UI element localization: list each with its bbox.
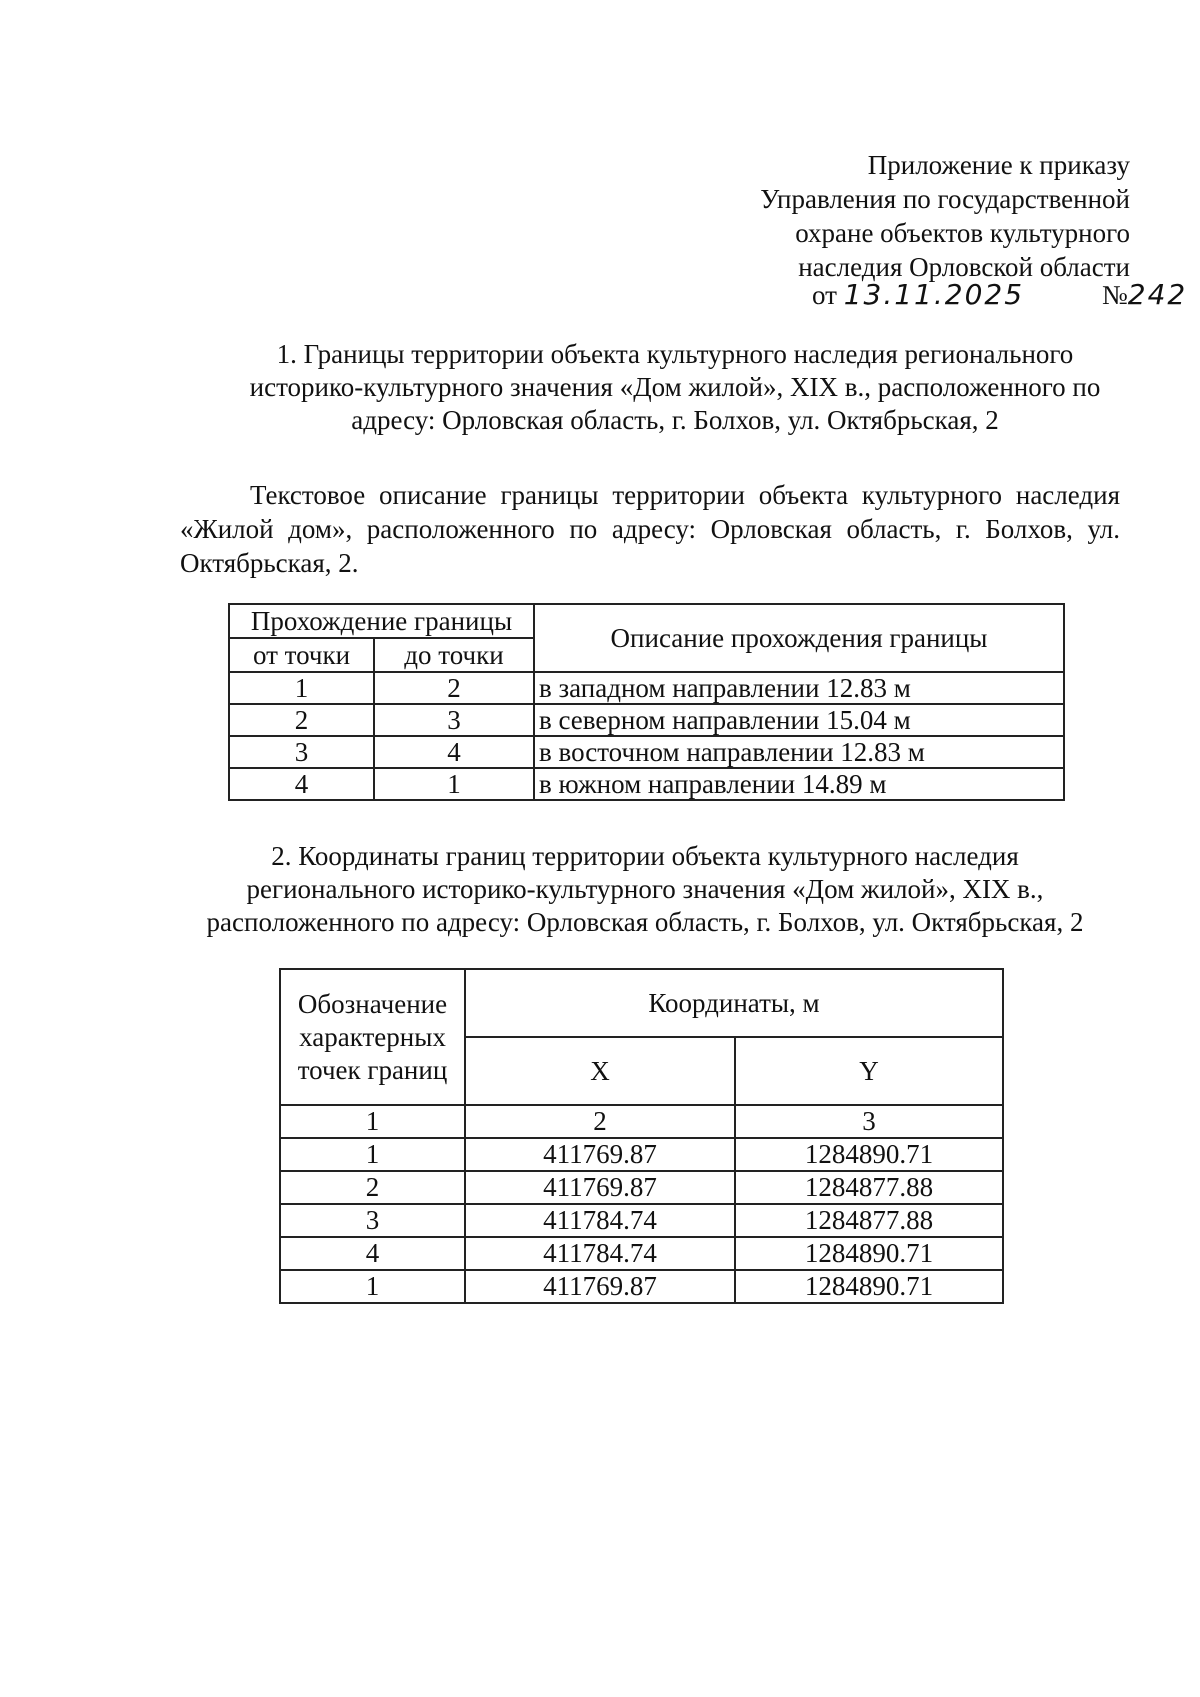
appendix-header [710,148,1130,284]
header-from: от точки [229,638,374,672]
table-row [229,768,1064,800]
table-row [229,736,1064,768]
cell-y: 1284890.71 [735,1237,1003,1270]
cell-description: в северном направлении 15.04 м [534,704,1064,736]
cell-y: 1284890.71 [735,1138,1003,1171]
cell-point: 2 [280,1171,465,1204]
date-prefix: от [812,280,837,310]
index-cell: 2 [465,1105,735,1138]
cell-from: 2 [229,704,374,736]
table-row [280,1204,1003,1237]
order-number [1102,278,1187,311]
header-description: Описание прохождения границы [534,604,1064,672]
cell-y: 1284877.88 [735,1171,1003,1204]
cell-x: 411769.87 [465,1138,735,1171]
cell-description: в южном направлении 14.89 м [534,768,1064,800]
cell-x: 411769.87 [465,1270,735,1303]
index-cell: 1 [280,1105,465,1138]
cell-y: 1284890.71 [735,1270,1003,1303]
table-row [280,1237,1003,1270]
cell-to: 2 [374,672,534,704]
appendix-line-4: наследия Орловской области [798,252,1130,282]
header-point: Обозначение характерных точек границ [280,969,465,1105]
section-1-heading: 1. Границы территории объекта культурного наследия регионального историко-культурного значения «Дом жилой», XIX в., расположенного по адресу: Орловская область, г. Болхов, ул. Октябрьская, 2 [249,339,1101,435]
section-1-paragraph: Текстовое описание границы территории объекта культурного наследия «Жилой дом», расположенного по адресу: Орловская область, г. Болхов, ул. Октябрьская, 2. [180,480,1120,578]
appendix-line-2: Управления по государственной [760,184,1130,214]
cell-from: 3 [229,736,374,768]
coordinates-table [279,968,1004,1304]
cell-point: 4 [280,1237,465,1270]
table-row [229,672,1064,704]
cell-point: 1 [280,1138,465,1171]
date-handwritten: 13.11.2025 [843,278,1025,311]
header-x: X [465,1037,735,1105]
table-row [229,704,1064,736]
cell-to: 3 [374,704,534,736]
header-group: Прохождение границы [229,604,534,638]
appendix-line-3: охране объектов культурного [795,218,1130,248]
number-prefix: № [1102,280,1128,310]
cell-point: 1 [280,1270,465,1303]
table-row [280,1171,1003,1204]
cell-point: 3 [280,1204,465,1237]
section-2-heading: 2. Координаты границ территории объекта культурного наследия регионального историко-культурного значения «Дом жилой», XIX в., расположенного по адресу: Орловская область, г. Болхов, ул. Октябрьская, 2 [206,841,1084,937]
header-coordinates: Координаты, м [465,969,1003,1037]
cell-description: в восточном направлении 12.83 м [534,736,1064,768]
table-row [280,1138,1003,1171]
number-handwritten: 242 [1127,278,1188,311]
cell-y: 1284877.88 [735,1204,1003,1237]
order-date [812,278,1024,311]
header-to: до точки [374,638,534,672]
appendix-line-1: Приложение к приказу [867,150,1130,180]
cell-x: 411784.74 [465,1237,735,1270]
cell-to: 4 [374,736,534,768]
table-index-row [280,1105,1003,1138]
boundary-table [228,603,1065,801]
cell-to: 1 [374,768,534,800]
cell-from: 1 [229,672,374,704]
index-cell: 3 [735,1105,1003,1138]
cell-x: 411769.87 [465,1171,735,1204]
cell-from: 4 [229,768,374,800]
table-row [280,1270,1003,1303]
header-y: Y [735,1037,1003,1105]
cell-description: в западном направлении 12.83 м [534,672,1064,704]
cell-x: 411784.74 [465,1204,735,1237]
